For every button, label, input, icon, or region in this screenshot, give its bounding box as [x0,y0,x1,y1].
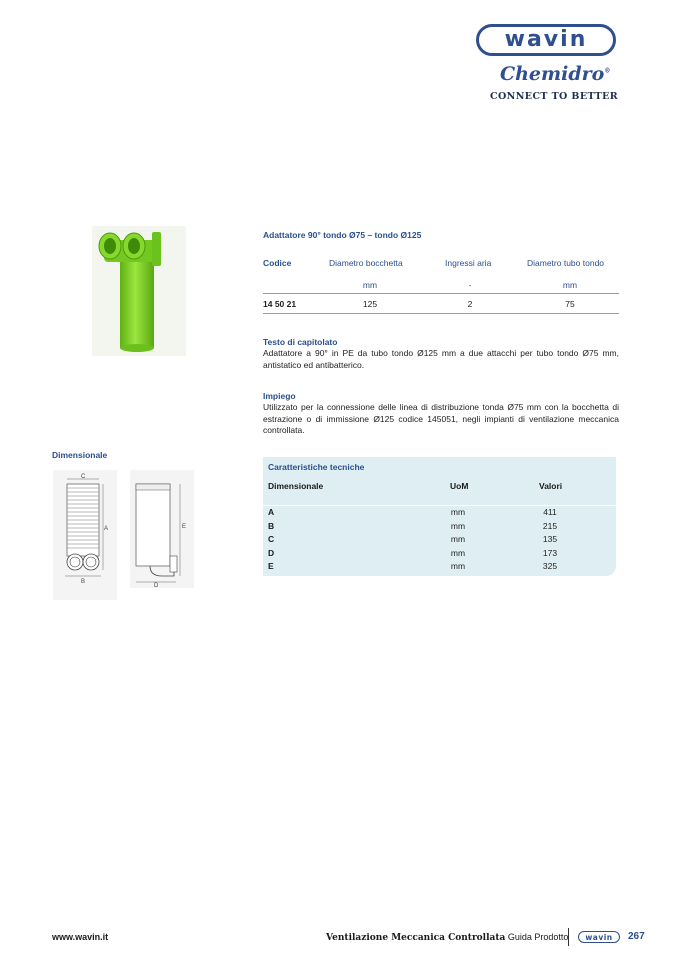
cell-diametro-bocchetta: 125 [362,299,378,309]
tech-col-dimensionale: Dimensionale [268,481,324,491]
tech-row [263,548,616,562]
footer-url[interactable]: www.wavin.it [52,932,109,942]
table-bottom-divider [263,313,619,314]
label-e: E [182,524,187,530]
col-header-diametro-tubo: Diametro tubo tondo [527,258,605,268]
page-number: 267 [628,931,645,942]
label-c: C [81,474,86,480]
tech-row-uom: mm [450,547,466,558]
footer-doc-title-main: Ventilazione Meccanica Controllata [326,933,506,943]
tech-row-value: 411 [543,507,557,517]
tech-col-valori: Valori [539,481,563,491]
tech-row-uom: mm [450,507,466,517]
tech-row-uom: mm [450,520,466,531]
col-header-codice: Codice [263,258,292,268]
footer-doc-title [326,932,568,943]
tech-row-value: 173 [542,547,558,558]
tech-row-key: A [268,507,275,517]
wavin-logo [476,24,616,56]
cell-diametro-tubo: 75 [565,299,575,309]
tech-row-value: 215 [542,520,558,531]
registered-mark: ® [604,67,611,75]
dimension-drawing-side [130,470,194,588]
tech-row [263,507,616,521]
product-image [92,226,186,356]
wavin-logo-text: wavin [504,27,588,52]
tech-row [263,534,616,548]
chemidro-text: Chemidro [500,63,605,85]
tech-row-key: E [268,561,274,571]
footer-divider [568,928,569,946]
label-d: D [154,583,159,588]
tech-row-value: 135 [542,534,558,544]
table-divider [263,293,619,294]
spec-title: Testo di capitolato [263,337,338,347]
tech-row-key: C [268,534,275,544]
tech-row [263,521,616,535]
cell-ingressi-aria: 2 [467,299,473,309]
tech-row-uom: mm [450,534,466,544]
unit-diametro-bocchetta: mm [362,280,378,290]
chemidro-logo [500,63,610,85]
cell-codice: 14 50 21 [263,299,297,309]
tech-separator [263,505,616,506]
tech-row-key: D [268,547,275,558]
tech-col-uom: UoM [450,481,469,491]
tech-row-key: B [268,520,275,531]
usage-title: Impiego [263,391,296,401]
tech-row-uom: mm [450,561,466,571]
tech-specs-title: Caratteristiche tecniche [268,462,365,472]
footer-doc-sub: Guida Prodotto [507,932,569,942]
usage-text: Utilizzato per la connessione delle linea di distribuzione tonda Ø75 mm con la bocchetta di estrazione o di immissione Ø125 codice 145051, negli impianti di ventilazione meccanica controllata. [263,402,619,435]
label-a: A [104,526,109,532]
tech-row [263,561,616,575]
dimension-drawing-front [53,470,117,600]
col-header-ingressi-aria: Ingressi aria [445,258,492,268]
label-b: B [81,579,86,585]
unit-diametro-tubo: mm [562,280,578,290]
dimensional-label: Dimensionale [52,450,108,460]
col-header-diametro-bocchetta: Diametro bocchetta [329,258,403,268]
tech-row-value: 325 [542,561,558,571]
tagline: CONNECT TO BETTER [490,91,619,102]
unit-ingressi-aria: - [468,280,472,290]
product-title: Adattatore 90° tondo Ø75 – tondo Ø125 [263,230,422,240]
footer-logo-text: wavin [585,932,613,942]
footer-wavin-logo [578,931,620,943]
spec-text: Adattatore a 90° in PE da tubo tondo Ø125 mm a due attacchi per tubo tondo Ø75 mm, antistatico ed antibatterico. [263,348,619,370]
